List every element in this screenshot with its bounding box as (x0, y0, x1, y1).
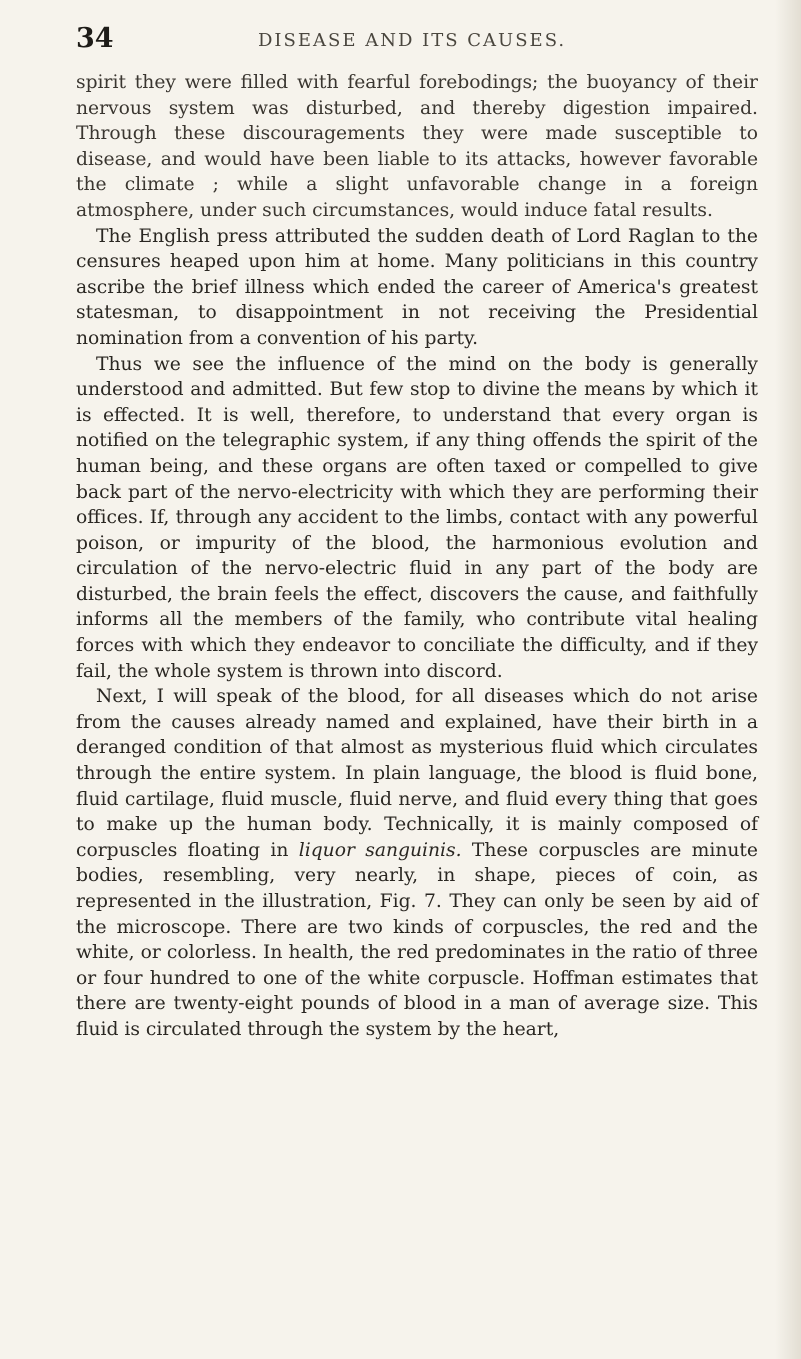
paragraph-lord-raglan: The English press attributed the sudden death of Lord Raglan to the censures heaped upon him at home. Many politicians in this country ascribe the brief illness which ended the career of America's greatest statesman, to disappointment in not receiving the Presidential nomination from a convention of his party. (76, 225, 758, 349)
paragraph-continued: spirit they were filled with fearful forebodings; the buoyancy of their nervous system was disturbed, and thereby digestion impaired. Through these discouragements they were made susceptible to disease, and would have been liable to its attacks, however favorable the climate ; while a slight unfavorable change in a foreign atmosphere, under such circumstances, would induce fatal results. (76, 72, 758, 221)
running-title: DISEASE AND ITS CAUSES. (258, 30, 567, 51)
page-edge-shadow (775, 0, 801, 1359)
body-text (76, 70, 758, 1043)
paragraph-blood-rest: These corpuscles are minute bodies, resembling, very nearly, in shape, pieces of coin, as represented in the illustration, Fig. 7. They can only be seen by aid of the microscope. There are two kinds of corpuscles, the red and the white, or colorless. In health, the red predominates in the ratio of three or four hundred to one of the white corpuscle. Hoffman estimates that there are twenty-eight pounds of blood in a man of average size. This fluid is circulated through the system by the heart, (76, 839, 758, 1040)
paragraph-blood (76, 684, 758, 1042)
paragraph-mind-body: Thus we see the influence of the mind on the body is generally understood and admitted. But few stop to divine the means by which it is effected. It is well, therefore, to understand that every organ is notified on the telegraphic system, if any thing offends the spirit of the human being, and these organs are often taxed or compelled to give back part of the nervo-electricity with which they are performing their offices. If, through any accident to the limbs, contact with any powerful poison, or impurity of the blood, the harmonious evolution and circulation of the nervo-electric fluid in any part of the body are disturbed, the brain feels the effect, discovers the cause, and faithfully informs all the members of the family, who contribute vital healing forces with which they endeavor to conciliate the difficulty, and if they fail, the whole system is thrown into discord. (76, 353, 758, 682)
paragraph-blood-text: Next, I will speak of the blood, for all diseases which do not arise from the causes already named and explained, have their birth in a deranged condition of that almost as mysterious fluid which circulates through the entire system. In plain language, the blood is fluid bone, fluid cartilage, fluid muscle, fluid nerve, and fluid every thing that goes to make up the human body. Technically, it is mainly composed of corpuscles floating in (76, 686, 758, 861)
page-number: 34 (76, 23, 114, 54)
page-header (76, 22, 756, 56)
liquor-sanguinis-term: liquor sanguinis. (298, 839, 462, 861)
